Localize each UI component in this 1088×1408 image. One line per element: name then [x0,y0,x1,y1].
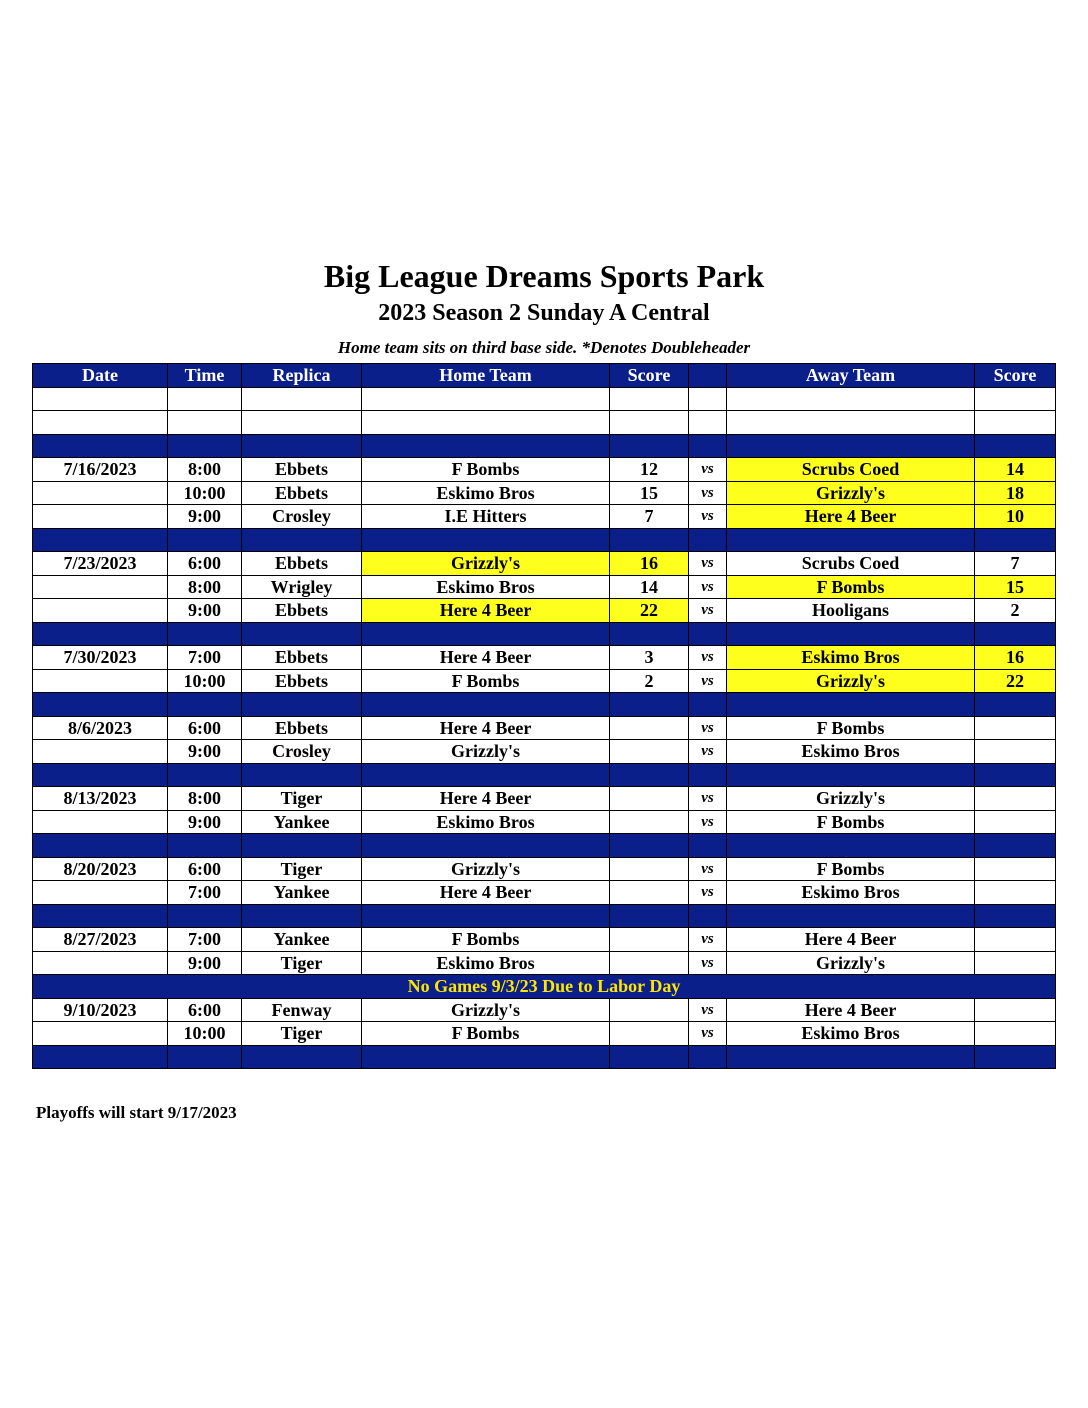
time-cell: 6:00 [168,552,242,576]
time-cell [168,904,242,928]
vs-cell: vs [689,599,727,623]
game-row [33,716,1056,740]
vs-cell: vs [689,740,727,764]
home-score-cell: 7 [610,505,689,529]
replica-cell [242,528,362,552]
home-team-cell: F Bombs [362,669,610,693]
home-team-cell: F Bombs [362,458,610,482]
home-team-cell: Grizzly's [362,552,610,576]
time-cell: 6:00 [168,857,242,881]
away-score-cell [975,1045,1056,1069]
away-score-cell: 2 [975,599,1056,623]
playoffs-note: Playoffs will start 9/17/2023 [36,1103,237,1122]
home-team-cell [362,693,610,717]
home-team-cell: Grizzly's [362,857,610,881]
date-cell: 8/20/2023 [33,857,168,881]
vs-cell [689,411,727,435]
home-score-cell: 2 [610,669,689,693]
col-header-away-score: Score [975,364,1056,388]
home-team-cell [362,1045,610,1069]
time-cell: 9:00 [168,810,242,834]
vs-cell [689,1045,727,1069]
replica-cell [242,1045,362,1069]
away-team-cell [727,763,975,787]
date-cell [33,669,168,693]
replica-cell: Yankee [242,881,362,905]
game-row [33,810,1056,834]
game-row [33,669,1056,693]
date-cell [33,575,168,599]
vs-cell: vs [689,951,727,975]
home-score-cell [610,857,689,881]
away-team-cell [727,834,975,858]
away-score-cell: 16 [975,646,1056,670]
home-team-cell: Here 4 Beer [362,646,610,670]
away-team-cell: F Bombs [727,716,975,740]
away-score-cell [975,834,1056,858]
away-score-cell [975,528,1056,552]
vs-cell: vs [689,669,727,693]
away-score-cell [975,411,1056,435]
replica-cell [242,693,362,717]
home-score-cell [610,716,689,740]
replica-cell [242,834,362,858]
time-cell [168,834,242,858]
time-cell: 10:00 [168,669,242,693]
home-team-cell: Here 4 Beer [362,881,610,905]
away-score-cell: 14 [975,458,1056,482]
time-cell: 7:00 [168,646,242,670]
away-score-cell [975,951,1056,975]
week-separator-row [33,1045,1056,1069]
away-team-cell: F Bombs [727,810,975,834]
game-row [33,458,1056,482]
away-score-cell [975,622,1056,646]
replica-cell [242,622,362,646]
schedule-table [32,363,1056,1069]
home-score-cell [610,411,689,435]
date-cell [33,740,168,764]
time-cell: 9:00 [168,740,242,764]
replica-cell: Ebbets [242,458,362,482]
away-team-cell: Scrubs Coed [727,552,975,576]
replica-cell: Tiger [242,951,362,975]
away-score-cell [975,998,1056,1022]
home-score-cell [610,904,689,928]
home-score-cell [610,622,689,646]
vs-cell: vs [689,881,727,905]
vs-cell [689,693,727,717]
time-cell: 8:00 [168,575,242,599]
replica-cell: Ebbets [242,552,362,576]
col-header-home-score: Score [610,364,689,388]
home-team-cell: Eskimo Bros [362,951,610,975]
away-team-cell: Hooligans [727,599,975,623]
time-cell: 10:00 [168,1022,242,1046]
vs-cell: vs [689,552,727,576]
replica-cell [242,763,362,787]
col-header-replica: Replica [242,364,362,388]
away-score-cell [975,787,1056,811]
vs-cell [689,528,727,552]
away-team-cell: Grizzly's [727,787,975,811]
game-row [33,740,1056,764]
home-team-cell: Grizzly's [362,998,610,1022]
time-cell [168,622,242,646]
away-team-cell: Here 4 Beer [727,998,975,1022]
replica-cell: Wrigley [242,575,362,599]
home-team-cell: F Bombs [362,928,610,952]
away-score-cell [975,881,1056,905]
game-row [33,505,1056,529]
notice-row [33,975,1056,999]
home-team-cell: F Bombs [362,1022,610,1046]
time-cell: 6:00 [168,998,242,1022]
away-score-cell: 22 [975,669,1056,693]
away-score-cell: 10 [975,505,1056,529]
away-team-cell [727,622,975,646]
away-score-cell [975,928,1056,952]
vs-cell: vs [689,1022,727,1046]
replica-cell: Tiger [242,1022,362,1046]
away-score-cell [975,716,1056,740]
page-subtitle: 2023 Season 2 Sunday A Central [378,300,710,326]
home-score-cell [610,1045,689,1069]
vs-cell: vs [689,505,727,529]
home-score-cell: 3 [610,646,689,670]
week-separator-row [33,834,1056,858]
time-cell: 8:00 [168,458,242,482]
away-team-cell: Eskimo Bros [727,646,975,670]
replica-cell: Yankee [242,928,362,952]
away-team-cell: F Bombs [727,575,975,599]
away-score-cell [975,904,1056,928]
vs-cell: vs [689,928,727,952]
home-score-cell [610,528,689,552]
date-cell [33,904,168,928]
date-cell [33,834,168,858]
vs-cell: vs [689,998,727,1022]
schedule-body [33,387,1056,1069]
home-score-cell [610,1022,689,1046]
away-team-cell: Grizzly's [727,951,975,975]
away-team-cell [727,387,975,411]
time-cell [168,434,242,458]
away-team-cell: Grizzly's [727,669,975,693]
away-team-cell [727,434,975,458]
week-separator-row [33,622,1056,646]
home-score-cell [610,881,689,905]
home-team-cell: Grizzly's [362,740,610,764]
home-team-cell: Here 4 Beer [362,716,610,740]
home-score-cell [610,740,689,764]
time-cell [168,763,242,787]
labor-day-notice: No Games 9/3/23 Due to Labor Day [33,975,1056,999]
home-team-cell [362,763,610,787]
away-score-cell [975,1022,1056,1046]
date-cell [33,505,168,529]
home-score-cell [610,763,689,787]
time-cell [168,693,242,717]
date-cell: 7/16/2023 [33,458,168,482]
time-cell: 9:00 [168,505,242,529]
away-team-cell: Scrubs Coed [727,458,975,482]
date-cell [33,622,168,646]
col-header-date: Date [33,364,168,388]
vs-cell [689,904,727,928]
home-team-cell [362,387,610,411]
away-score-cell [975,387,1056,411]
home-team-cell [362,434,610,458]
week-separator-row [33,763,1056,787]
home-team-cell: Eskimo Bros [362,810,610,834]
home-score-cell [610,434,689,458]
vs-cell: vs [689,458,727,482]
col-header-time: Time [168,364,242,388]
col-header-vs [689,364,727,388]
away-team-cell [727,411,975,435]
week-separator-row [33,528,1056,552]
vs-cell [689,763,727,787]
vs-cell: vs [689,857,727,881]
away-score-cell: 15 [975,575,1056,599]
home-team-cell: Eskimo Bros [362,481,610,505]
away-score-cell [975,434,1056,458]
vs-cell: vs [689,575,727,599]
away-team-cell: Eskimo Bros [727,881,975,905]
schedule-note: Home team sits on third base side. *Denotes Doubleheader [337,338,751,357]
replica-cell: Tiger [242,857,362,881]
game-row [33,857,1056,881]
home-score-cell [610,387,689,411]
vs-cell [689,434,727,458]
time-cell: 10:00 [168,481,242,505]
home-score-cell [610,787,689,811]
time-cell [168,1045,242,1069]
time-cell: 9:00 [168,599,242,623]
col-header-home-team: Home Team [362,364,610,388]
away-team-cell: Here 4 Beer [727,505,975,529]
blank-row [33,387,1056,411]
game-row [33,575,1056,599]
vs-cell [689,387,727,411]
date-cell: 8/6/2023 [33,716,168,740]
replica-cell [242,904,362,928]
away-team-cell [727,693,975,717]
home-team-cell [362,904,610,928]
away-team-cell [727,1045,975,1069]
date-cell [33,387,168,411]
game-row [33,787,1056,811]
home-team-cell: Eskimo Bros [362,575,610,599]
game-row [33,481,1056,505]
game-row [33,881,1056,905]
time-cell: 6:00 [168,716,242,740]
away-team-cell [727,904,975,928]
date-cell [33,763,168,787]
away-team-cell: Grizzly's [727,481,975,505]
vs-cell [689,834,727,858]
home-team-cell: Here 4 Beer [362,787,610,811]
time-cell [168,411,242,435]
date-cell [33,411,168,435]
home-team-cell [362,411,610,435]
replica-cell [242,411,362,435]
date-cell: 8/27/2023 [33,928,168,952]
vs-cell: vs [689,481,727,505]
replica-cell: Crosley [242,505,362,529]
replica-cell: Fenway [242,998,362,1022]
date-cell [33,528,168,552]
home-score-cell: 15 [610,481,689,505]
away-team-cell: Eskimo Bros [727,1022,975,1046]
time-cell [168,387,242,411]
date-cell [33,693,168,717]
home-score-cell [610,998,689,1022]
home-team-cell: Here 4 Beer [362,599,610,623]
home-score-cell [610,834,689,858]
game-row [33,646,1056,670]
col-header-away-team: Away Team [727,364,975,388]
game-row [33,951,1056,975]
week-separator-row [33,904,1056,928]
date-cell [33,434,168,458]
away-score-cell: 7 [975,552,1056,576]
game-row [33,1022,1056,1046]
home-score-cell: 16 [610,552,689,576]
game-row [33,552,1056,576]
date-cell [33,1022,168,1046]
time-cell: 8:00 [168,787,242,811]
date-cell [33,810,168,834]
page-title: Big League Dreams Sports Park [323,258,765,294]
vs-cell: vs [689,787,727,811]
home-team-cell [362,834,610,858]
date-cell [33,881,168,905]
blank-row [33,411,1056,435]
replica-cell [242,434,362,458]
away-score-cell: 18 [975,481,1056,505]
date-cell: 7/30/2023 [33,646,168,670]
time-cell: 7:00 [168,928,242,952]
replica-cell: Ebbets [242,646,362,670]
home-team-cell: I.E Hitters [362,505,610,529]
date-cell: 9/10/2023 [33,998,168,1022]
game-row [33,599,1056,623]
home-team-cell [362,528,610,552]
date-cell [33,481,168,505]
header-row [33,364,1056,388]
home-score-cell [610,928,689,952]
vs-cell: vs [689,716,727,740]
replica-cell: Yankee [242,810,362,834]
replica-cell: Ebbets [242,716,362,740]
week-separator-row [33,434,1056,458]
home-score-cell [610,810,689,834]
replica-cell: Ebbets [242,599,362,623]
away-team-cell: Here 4 Beer [727,928,975,952]
home-score-cell [610,693,689,717]
game-row [33,928,1056,952]
date-cell [33,599,168,623]
away-score-cell [975,810,1056,834]
home-score-cell: 22 [610,599,689,623]
time-cell: 7:00 [168,881,242,905]
away-score-cell [975,693,1056,717]
home-team-cell [362,622,610,646]
away-score-cell [975,857,1056,881]
replica-cell: Ebbets [242,669,362,693]
vs-cell: vs [689,810,727,834]
date-cell [33,1045,168,1069]
time-cell: 9:00 [168,951,242,975]
week-separator-row [33,693,1056,717]
replica-cell [242,387,362,411]
date-cell: 7/23/2023 [33,552,168,576]
vs-cell [689,622,727,646]
replica-cell: Ebbets [242,481,362,505]
date-cell: 8/13/2023 [33,787,168,811]
home-score-cell: 12 [610,458,689,482]
away-team-cell: F Bombs [727,857,975,881]
away-score-cell [975,740,1056,764]
replica-cell: Crosley [242,740,362,764]
date-cell [33,951,168,975]
away-team-cell [727,528,975,552]
home-score-cell [610,951,689,975]
away-score-cell [975,763,1056,787]
home-score-cell: 14 [610,575,689,599]
time-cell [168,528,242,552]
away-team-cell: Eskimo Bros [727,740,975,764]
vs-cell: vs [689,646,727,670]
game-row [33,998,1056,1022]
replica-cell: Tiger [242,787,362,811]
